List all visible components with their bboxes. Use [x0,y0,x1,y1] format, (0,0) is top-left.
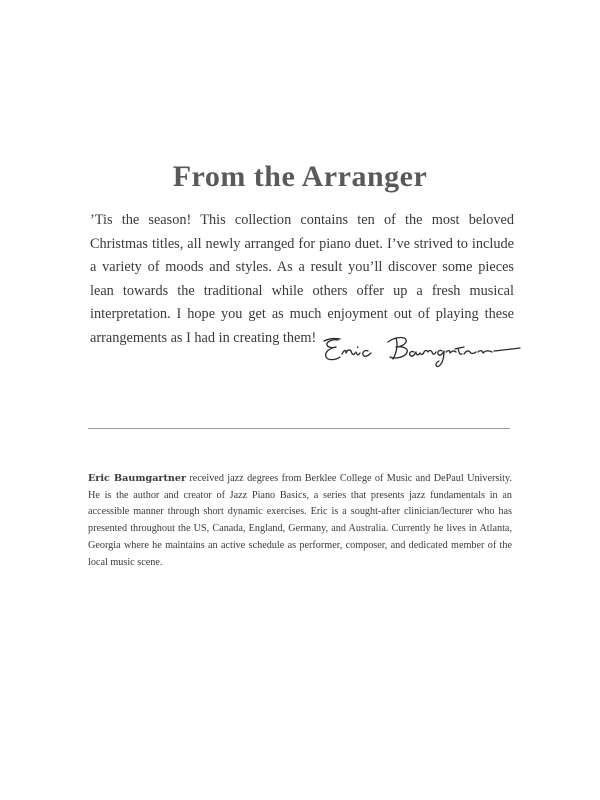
signature-image [318,330,523,372]
bio-text: received jazz degrees from Berklee College of Music and DePaul University. He is the author and creator of Jazz Piano Basics, a series that presents jazz fundamentals in an accessible manner through short dynamic exercises. Eric is a sought-after clinician/lecturer who has presented throughout the US, Canada, England, Germany, and Australia. Currently he lives in Atlanta, Georgia where he maintains an active schedule as performer, composer, and dedicated member of the local music scene. [88,473,512,568]
bio-author-name: Eric Baumgartner [88,473,187,484]
bio-paragraph [88,471,512,571]
intro-paragraph: ’Tis the season! This collection contains ten of the most beloved Christmas titles, all newly arranged for piano duet. I’ve strived to include a variety of moods and styles. As a result you’ll discover some pieces lean towards the traditional while others offer up a fresh musical interpretation. I hope you get as much enjoyment out of playing these arrangements as I had in creating them! [90,212,514,346]
section-divider [88,428,510,429]
page-title: From the Arranger [172,160,428,193]
